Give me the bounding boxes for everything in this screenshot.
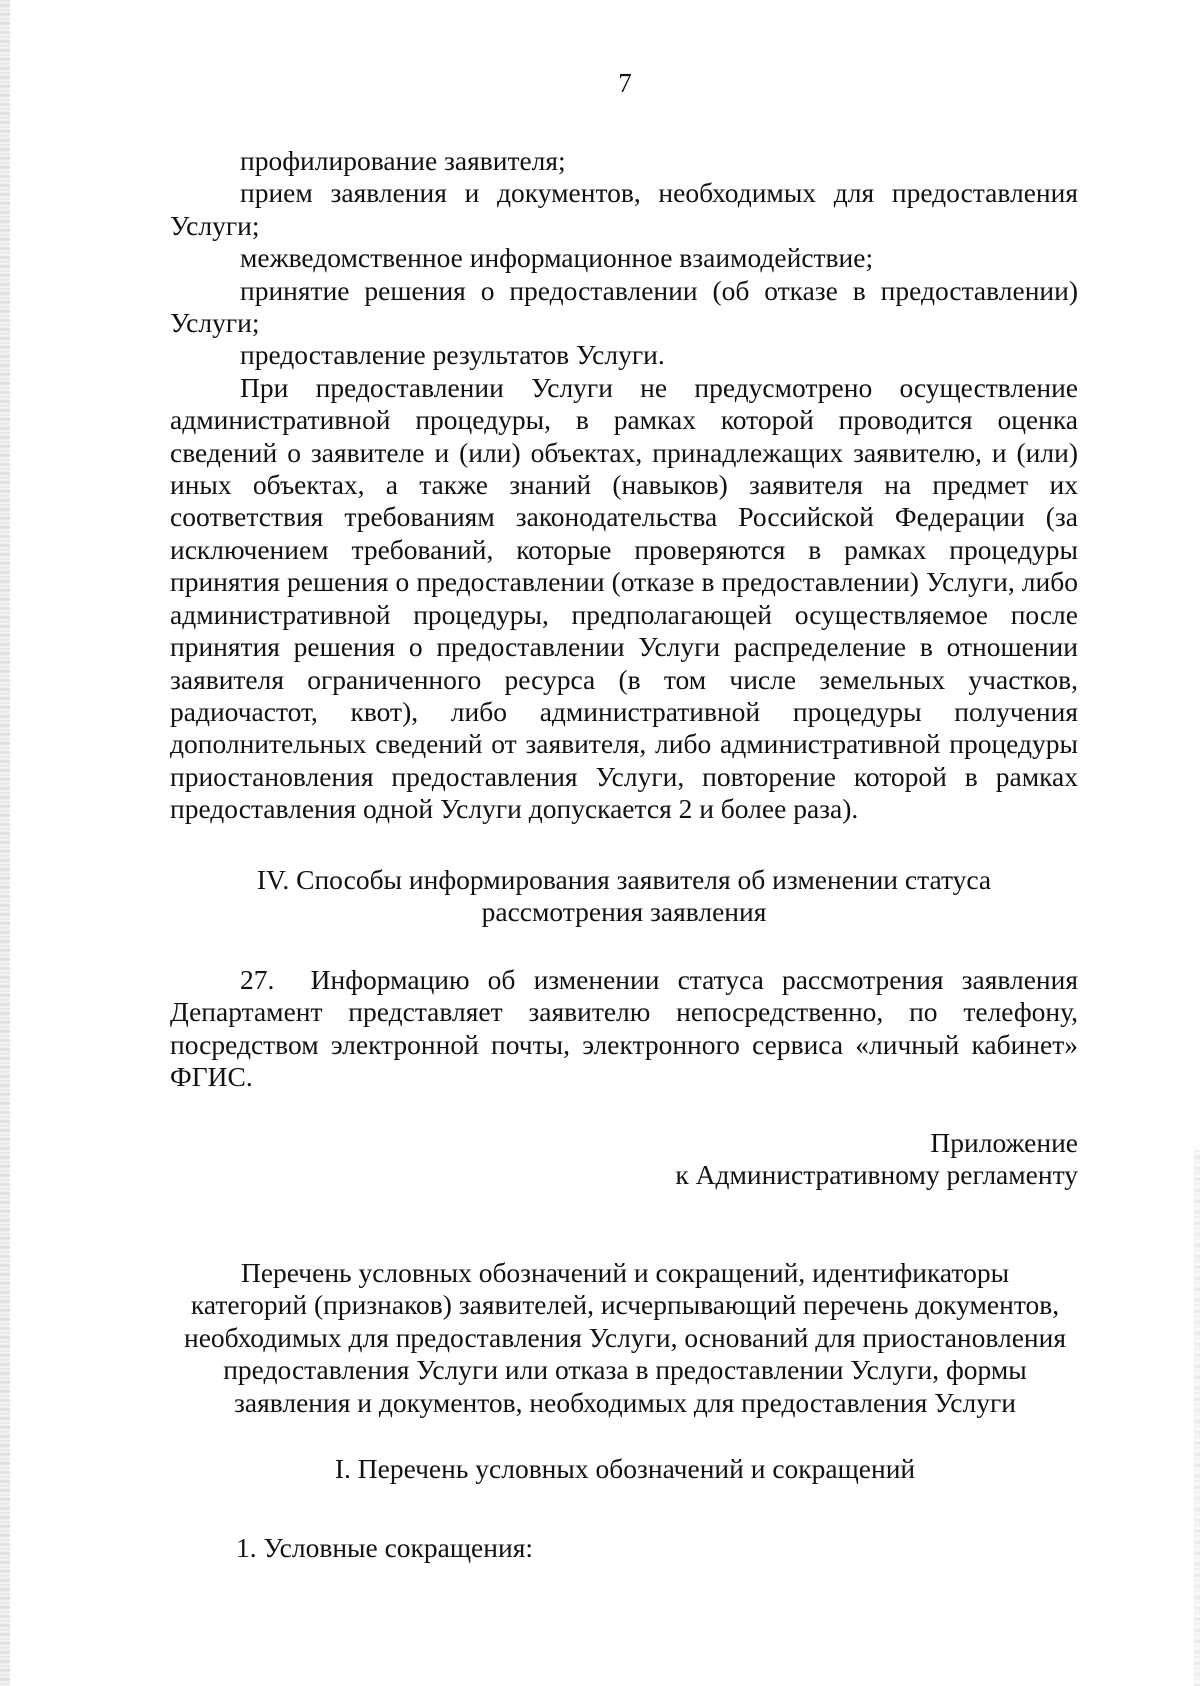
section-iv-body xyxy=(170,964,1085,1094)
paragraph-procedure-not-provided: При предоставлении Услуги не предусмотрено осуществление административной процедуры, в рамках которой проводится оценка сведений о заявителе и (или) объектах, принадлежащих заявителю, и (или) иных объектах, а также знаний (навыков) заявителя на предмет их соответствия требованиям законодательства Российской Федерации (за исключением требований, которые проверяются в рамках процедуры принятия решения о предоставлении (отказе в предоставлении) Услуги, либо административной процедуры, предполагающей осуществляемое после принятия решения о предоставлении Услуги распределение в отношении заявителя ограниченного ресурса (в том числе земельных участков, радиочастот, квот), либо административной процедуры получения дополнительных сведений от заявителя, либо административной процедуры приостановления предоставления Услуги, повторение которой в рамках предоставления одной Услуги допускается 2 и более раза). xyxy=(170,371,1078,825)
paragraph-profiling: профилирование заявителя; xyxy=(240,145,566,176)
appendix-title-line1: Перечень условных обозначений и сокращений, идентификаторы xyxy=(240,1257,1010,1288)
procedures-list xyxy=(170,145,1078,826)
appendix-title xyxy=(150,1257,1100,1419)
appendix-title-line2: категорий (признаков) заявителей, исчерпывающий перечень документов, xyxy=(190,1289,1060,1321)
appendix-title-line3: необходимых для предоставления Услуги, оснований для приостановления xyxy=(183,1321,1066,1353)
scan-edge-right xyxy=(1194,1150,1200,1686)
paragraph-results-provision: предоставление результатов Услуги. xyxy=(240,339,665,371)
scan-edge-left xyxy=(0,0,10,1686)
appendix-title-line4: предоставления Услуги или отказа в предоставлении Услуги, формы xyxy=(223,1354,1027,1386)
page-number: 7 xyxy=(618,68,632,98)
section-iv-heading xyxy=(170,864,1078,929)
appendix-label xyxy=(675,1127,1078,1192)
paragraph-27: 27. Информацию об изменении статуса рассмотрения заявления Департамент представляет заявителю непосредственно, по телефону, посредством электронной почты, электронного сервиса «личный кабинет» ФГИС. xyxy=(170,964,1085,1093)
paragraph-interagency-interaction: межведомственное информационное взаимодействие; xyxy=(240,242,874,274)
appendix-label-line2: к Административному регламенту xyxy=(675,1159,1078,1191)
paragraph-decision-making: принятие решения о предоставлении (об отказе в предоставлении) Услуги; xyxy=(170,274,1078,339)
appendix-label-line1: Приложение xyxy=(930,1127,1078,1158)
section-iv-heading-line1: IV. Способы информирования заявителя об изменении статуса xyxy=(256,864,992,895)
section-i-heading: I. Перечень условных обозначений и сокращений xyxy=(334,1453,916,1484)
section-iv-heading-line2: рассмотрения заявления xyxy=(481,896,767,928)
paragraph-application-reception: прием заявления и документов, необходимых для предоставления Услуги; xyxy=(170,177,1078,241)
item-1-abbreviations: 1. Условные сокращения: xyxy=(236,1532,533,1563)
appendix-title-line5: заявления и документов, необходимых для предоставления Услуги xyxy=(234,1386,1016,1418)
